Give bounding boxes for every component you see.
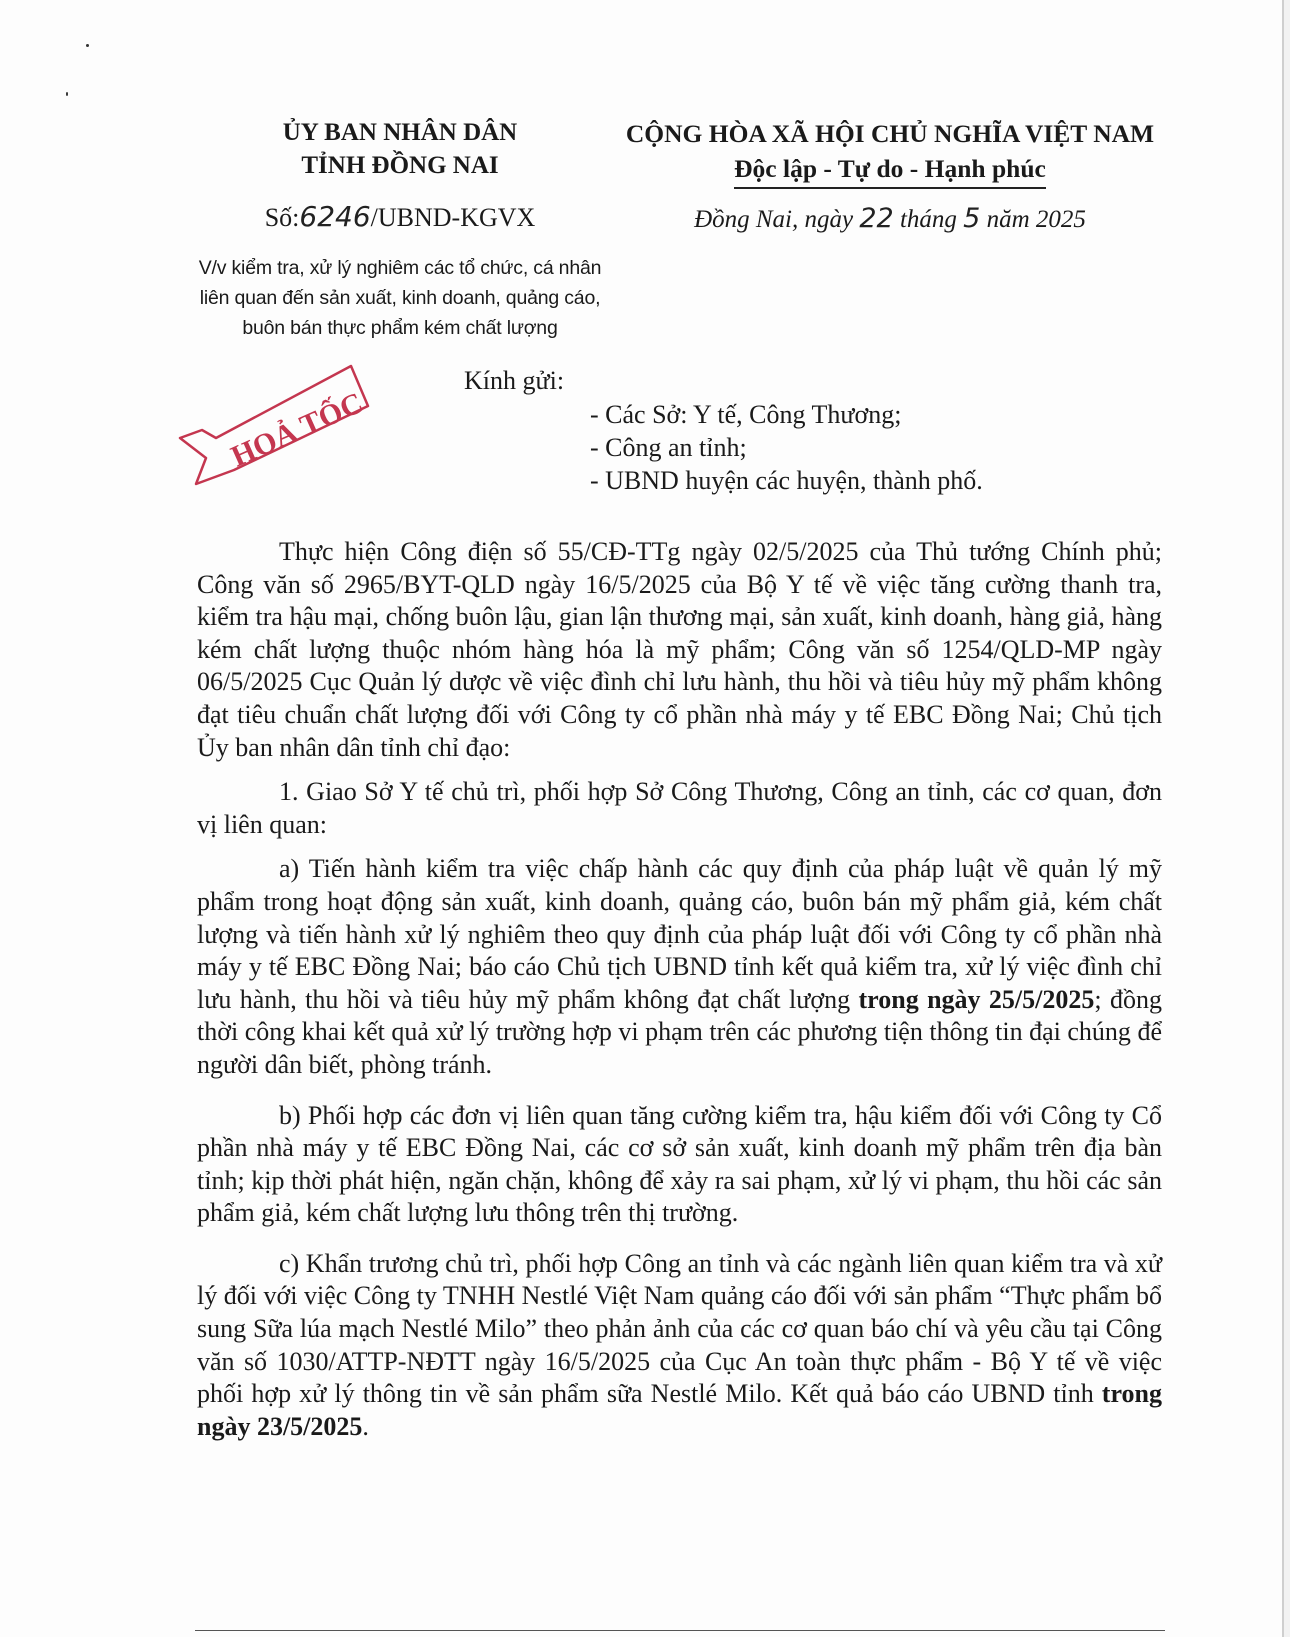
date-suffix: năm 2025	[980, 206, 1086, 233]
scan-speck	[66, 92, 68, 96]
directive-item-b: b) Phối hợp các đơn vị liên quan tăng cường kiểm tra, hậu kiểm đối với Công ty Cổ phần nhà máy y tế EBC Đồng Nai, các cơ sở sản xuất, kinh doanh mỹ phẩm trên địa bàn tỉnh; kịp thời phát hiện, ngăn chặn, không để xảy ra sai phạm, xử lý vi phạm, thu hồi các sản phẩm giả, kém chất lượng lưu thông trên thị trường.	[197, 1100, 1162, 1228]
doc-number-prefix: Số:	[264, 203, 300, 232]
recipients-block	[464, 364, 983, 497]
directive-item-c	[197, 1248, 1162, 1444]
document-subject	[180, 253, 620, 343]
item-a-deadline: trong ngày 25/5/2025	[858, 984, 1095, 1014]
date-mid: tháng	[893, 206, 964, 233]
doc-number-handwritten: 6246	[299, 200, 371, 233]
date-day-handwritten: 22	[859, 203, 894, 234]
item-a-text-end: ; đồng thời công khai kết quả xử lý trường hợp vi phạm trên các phương tiện thông tin đại chúng để người dân biết, phòng tránh.	[197, 984, 1162, 1079]
header-right	[590, 116, 1190, 234]
document-number	[180, 200, 620, 233]
date-prefix: Đồng Nai, ngày	[694, 206, 860, 233]
intro-paragraph: Thực hiện Công điện số 55/CĐ-TTg ngày 02/5/2025 của Thủ tướng Chính phủ; Công văn số 2965/BYT-QLD ngày 16/5/2025 của Bộ Y tế về việc tăng cường thanh tra, kiểm tra hậu mại, chống buôn lậu, gian lận thương mại, sản xuất, kinh doanh, hàng giả, hàng kém chất lượng thuộc nhóm hàng hóa là mỹ phẩm; Công văn số 1254/QLD-MP ngày 06/5/2025 Cục Quản lý dược về việc đình chỉ lưu hành, thu hồi và tiêu hủy mỹ phẩm không đạt tiêu chuẩn chất lượng đối với Công ty cổ phần nhà máy y tế EBC Đồng Nai; Chủ tịch Ủy ban nhân dân tỉnh chỉ đạo:	[197, 537, 1162, 762]
subject-line: liên quan đến sản xuất, kinh doanh, quảng cáo,	[199, 287, 601, 309]
national-title: CỘNG HÒA XÃ HỘI CHỦ NGHĨA VIỆT NAM	[625, 119, 1155, 148]
recipient-item: - Công an tỉnh;	[590, 433, 747, 462]
national-motto: Độc lập - Tự do - Hạnh phúc	[734, 152, 1046, 189]
greeting: Kính gửi:	[464, 366, 565, 395]
item-a-text: a) Tiến hành kiểm tra việc chấp hành các quy định của pháp luật về quản lý mỹ phẩm trong hoạt động sản xuất, kinh doanh, quảng cáo, buôn bán mỹ phẩm giả, kém chất lượng và tiến hành xử lý nghiêm theo quy định của pháp luật đối với Công ty cổ phần nhà máy y tế EBC Đồng Nai; báo cáo Chủ tịch UBND tỉnh kết quả kiểm tra, xử lý việc đình chỉ lưu hành, thu hồi và tiêu hủy mỹ phẩm không đạt chất lượng	[197, 854, 1162, 1014]
subject-line: V/v kiểm tra, xử lý nghiêm các tổ chức, cá nhân	[198, 257, 602, 279]
header-left	[180, 116, 620, 343]
scan-speck	[86, 44, 89, 47]
document-body	[197, 536, 1162, 1455]
doc-number-suffix: /UBND-KGVX	[370, 203, 536, 232]
recipient-item: - Các Sở: Y tế, Công Thương;	[590, 400, 902, 429]
recipient-item: - UBND huyện các huyện, thành phố.	[590, 466, 983, 495]
recipient-list	[464, 398, 983, 497]
item-c-text: c) Khẩn trương chủ trì, phối hợp Công an tỉnh và các ngành liên quan kiểm tra và xử lý đối với việc Công ty TNHH Nestlé Việt Nam quảng cáo đối với sản phẩm “Thực phẩm bổ sung Sữa lúa mạch Nestlé Milo” theo phản ảnh của các cơ quan báo chí và yêu cầu tại Công văn số 1030/ATTP-NĐTT ngày 16/5/2025 của Cục An toàn thực phẩm - Bộ Y tế về việc phối hợp xử lý thông tin về sản phẩm sữa Nestlé Milo. Kết quả báo cáo UBND tỉnh	[197, 1248, 1162, 1409]
dateline	[590, 203, 1190, 234]
stamp-text: HOẢ TỐC	[226, 386, 368, 474]
footer-rule	[195, 1630, 1165, 1631]
date-month-handwritten: 5	[963, 203, 981, 234]
item-c-deadline: trong ngày 23/5/2025	[197, 1379, 1162, 1441]
directive-item-a	[197, 853, 1162, 1081]
subject-line: buôn bán thực phẩm kém chất lượng	[242, 317, 558, 339]
directive-item-1: 1. Giao Sở Y tế chủ trì, phối hợp Sở Công Thương, Công an tỉnh, các cơ quan, đơn vị liên quan:	[197, 777, 1162, 839]
urgent-stamp	[176, 362, 376, 492]
issuer-province: TỈNH ĐỒNG NAI	[301, 152, 499, 179]
issuer-name: ỦY BAN NHÂN DÂN	[282, 119, 518, 146]
item-c-text-end: .	[362, 1411, 369, 1441]
